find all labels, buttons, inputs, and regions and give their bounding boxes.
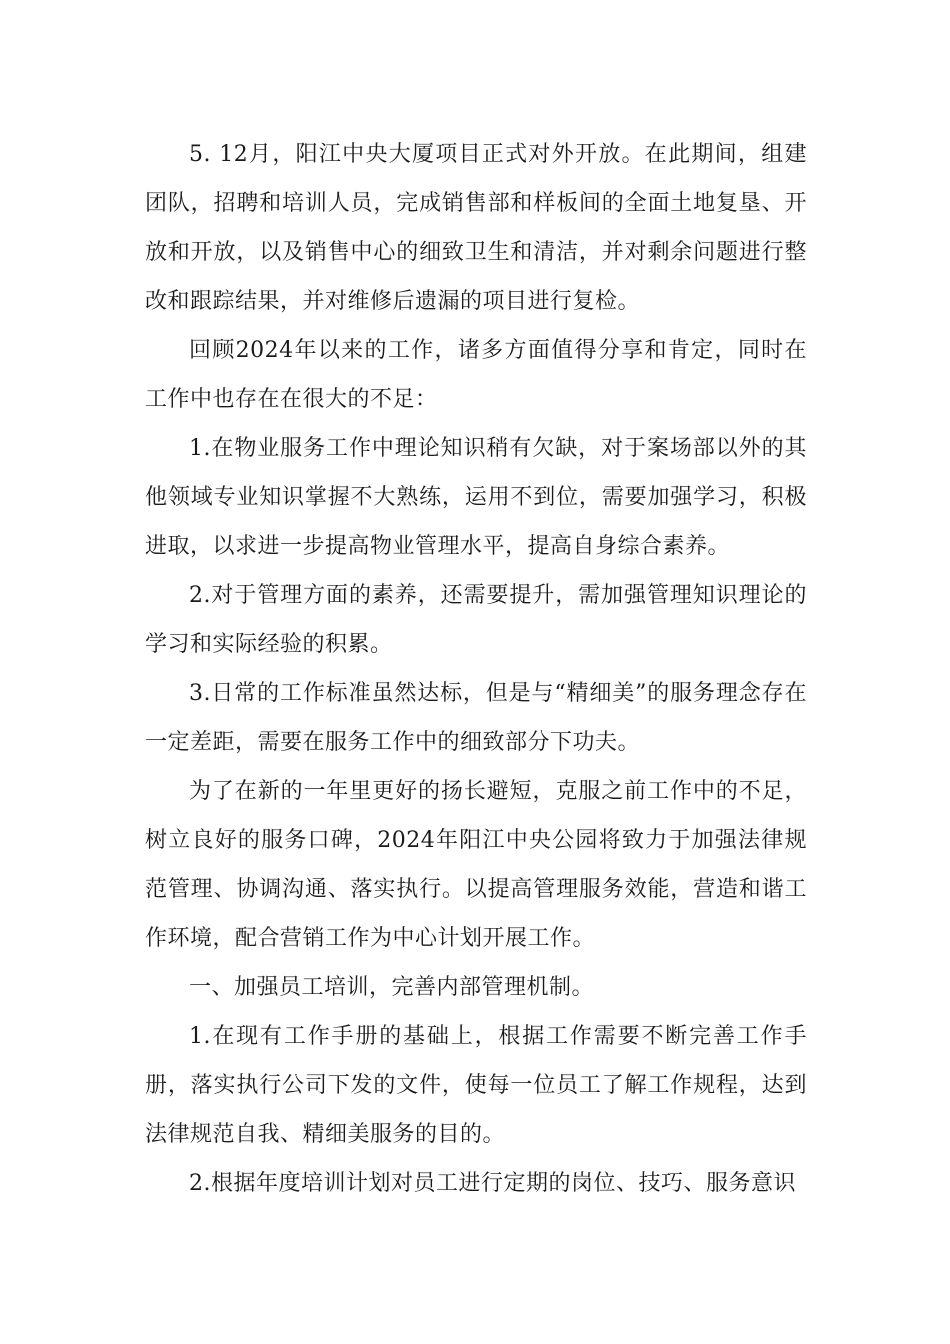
paragraph-shortcoming-2: 2.对于管理方面的素养，还需要提升，需加强管理知识理论的学习和实际经验的积累。 bbox=[145, 583, 807, 657]
paragraph-plan-intro: 为了在新的一年里更好的扬长避短，克服之前工作中的不足，树立良好的服务口碑，2024年阳江中央公园将致力于加强法律规范管理、协调沟通、落实执行。以提高管理服务效能，营造和谐工作环境，配合营销工作为中心计划开展工作。 bbox=[145, 779, 807, 951]
section-heading-staff-training: 一、加强员工培训，完善内部管理机制。 bbox=[189, 975, 595, 1000]
paragraph-plan-item-2: 2.根据年度培训计划对员工进行定期的岗位、技巧、服务意识 bbox=[189, 1171, 796, 1196]
paragraph-review-intro: 回顾2024年以来的工作，诸多方面值得分享和肯定，同时在工作中也存在在很大的不足： bbox=[145, 338, 807, 412]
document-body bbox=[145, 130, 807, 1208]
paragraph-shortcoming-3: 3.日常的工作标准虽然达标，但是与“精细美”的服务理念存在一定差距，需要在服务工作中的细致部分下功夫。 bbox=[145, 681, 807, 755]
paragraph-shortcoming-1: 1.在物业服务工作中理论知识稍有欠缺，对于案场部以外的其他领域专业知识掌握不大熟练，运用不到位，需要加强学习，积极进取，以求进一步提高物业管理水平，提高自身综合素养。 bbox=[145, 436, 807, 559]
paragraph-plan-item-1: 1.在现有工作手册的基础上，根据工作需要不断完善工作手册，落实执行公司下发的文件，使每一位员工了解工作规程，达到法律规范自我、精细美服务的目的。 bbox=[145, 1024, 807, 1147]
paragraph-december-opening: 5. 12月，阳江中央大厦项目正式对外开放。在此期间，组建团队，招聘和培训人员，完成销售部和样板间的全面土地复垦、开放和开放，以及销售中心的细致卫生和清洁，并对剩余问题进行整改和跟踪结果，并对维修后遗漏的项目进行复检。 bbox=[145, 142, 807, 314]
